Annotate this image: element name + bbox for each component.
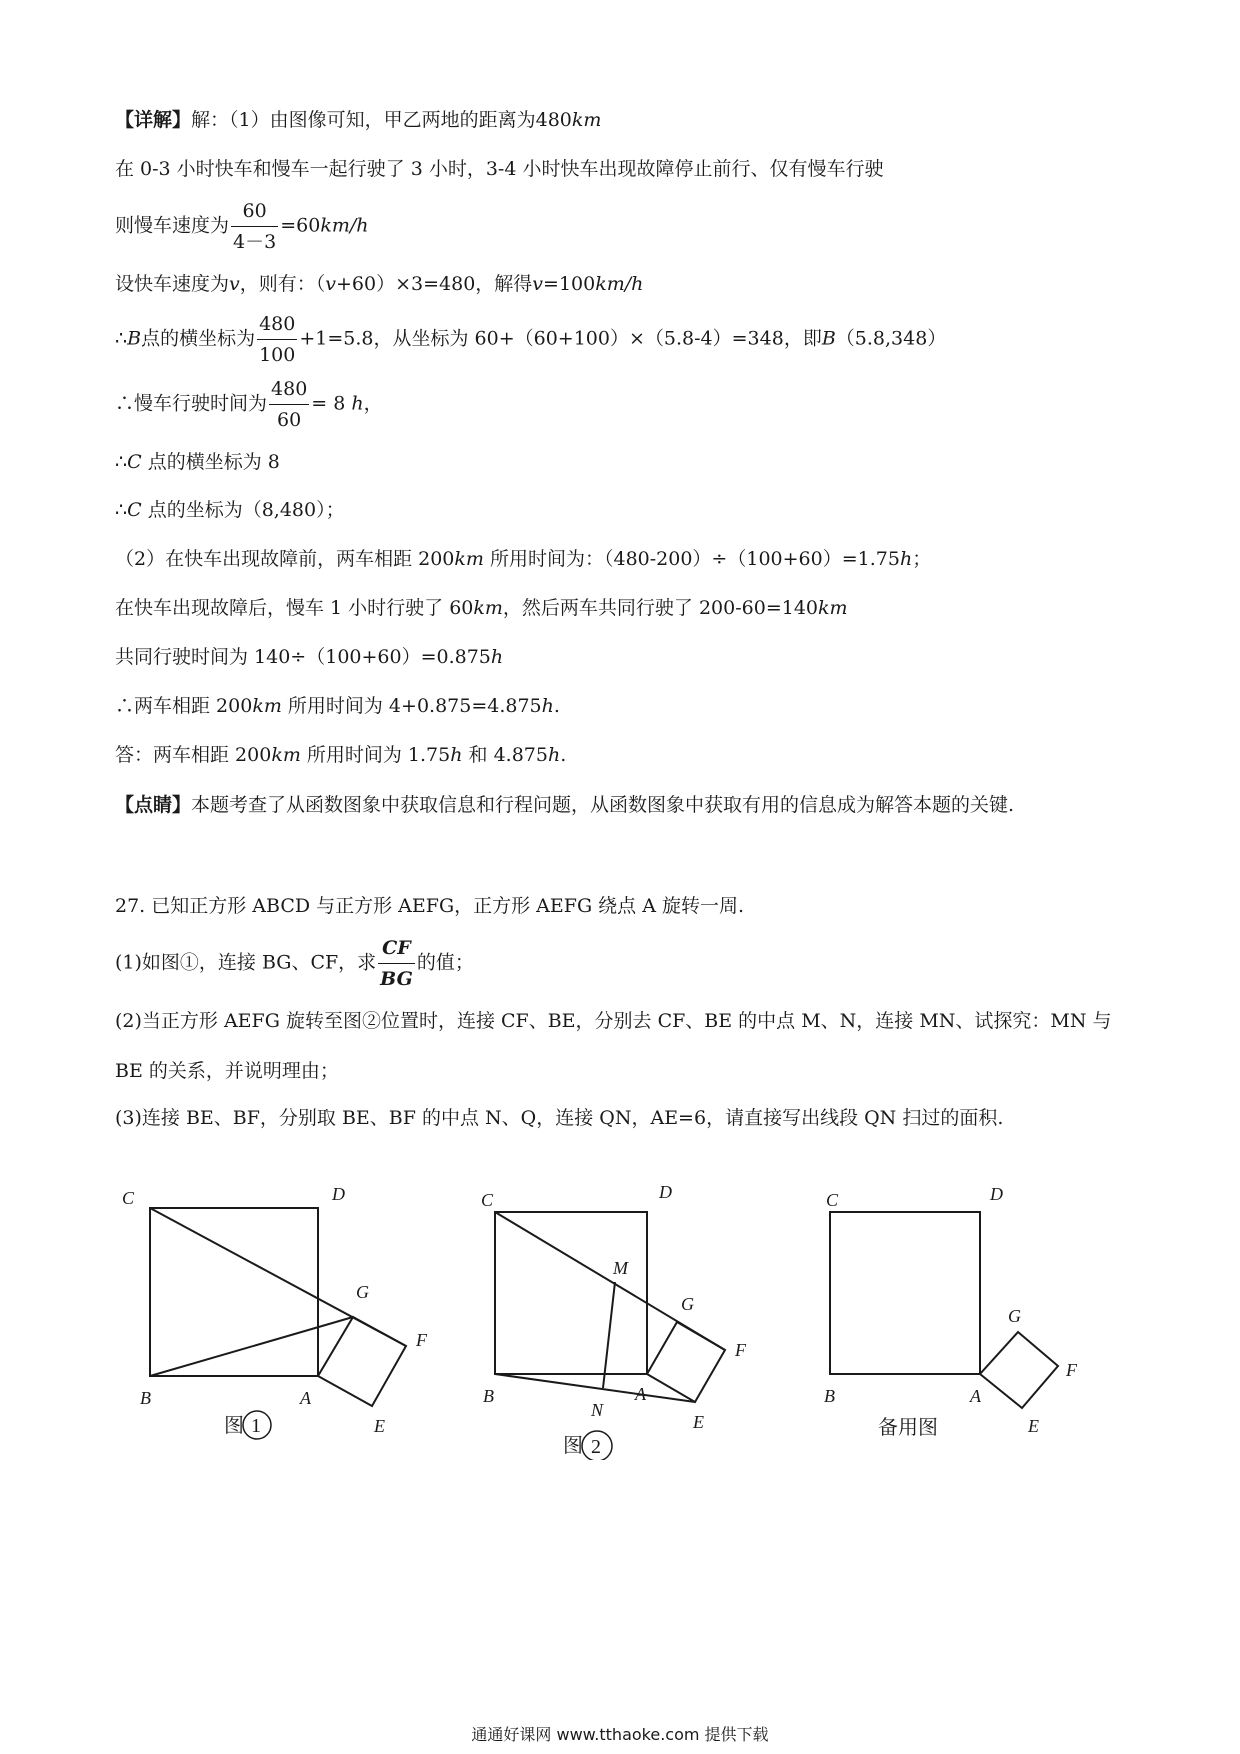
solution-line-9: （2）在快车出现故障前，两车相距 200km 所用时间为：（480-200）÷（100+60）=1.75h； (115, 548, 932, 570)
figure-spare (790, 1170, 1090, 1450)
label-d: D (659, 1182, 672, 1202)
label-a: A (300, 1388, 311, 1408)
solution-line-11: 共同行驶时间为 140÷（100+60）=0.875h (115, 646, 504, 668)
label-b: B (824, 1386, 835, 1406)
label-e: E (1028, 1416, 1039, 1436)
label-f: F (1066, 1360, 1077, 1380)
label-g: G (681, 1294, 694, 1314)
label-g: G (1008, 1306, 1021, 1326)
label-a: A (970, 1386, 981, 1406)
problem-27-q2: (2)当正方形 AEFG 旋转至图②位置时，连接 CF、BE，分别去 CF、BE 的中点 M、N，连接 MN、试探究：MN 与 BE 的关系，并说明理由； (115, 1010, 1112, 1082)
fraction-480-over-60: $\frac{480}{60}$ (269, 374, 309, 435)
label-f: F (735, 1340, 746, 1360)
figure-2 (445, 1170, 785, 1460)
figure-2-caption: 图 (563, 1435, 583, 1457)
fraction-60-over-4-3: $\frac{60}{4-3}$ (231, 196, 278, 257)
solution-line-1: 【详解】解：（1）由图像可知，甲乙两地的距离为480km (115, 109, 602, 131)
solution-answer: 答：两车相距 200km 所用时间为 1.75h 和 4.875h. (115, 744, 567, 766)
problem-27-q3: (3)连接 BE、BF，分别取 BE、BF 的中点 N、Q，连接 QN，AE=6，请直接写出线段 QN 扫过的面积. (115, 1107, 1004, 1129)
figure-2-number: 2 (591, 1436, 601, 1458)
label-c: C (481, 1190, 494, 1210)
comment-tag: 【点睛】 (115, 794, 192, 816)
square-abcd (830, 1212, 980, 1374)
label-m: M (613, 1258, 628, 1278)
square-aefg (980, 1332, 1058, 1408)
solution-line-8: ∴C 点的坐标为（8,480）； (115, 499, 345, 521)
label-b: B (483, 1386, 494, 1406)
label-c: C (122, 1188, 135, 1208)
figure-1-number: 1 (251, 1415, 261, 1437)
solution-line-2: 在 0-3 小时快车和慢车一起行驶了 3 小时，3-4 小时快车出现故障停止前行、仅有慢车行驶 (115, 158, 884, 180)
square-aefg (647, 1322, 725, 1402)
label-e: E (374, 1416, 385, 1436)
square-abcd (495, 1212, 647, 1374)
square-aefg (318, 1317, 406, 1406)
solution-line-10: 在快车出现故障后，慢车 1 小时行驶了 60km，然后两车共同行驶了 200-60=140km (115, 597, 848, 619)
label-e: E (693, 1412, 704, 1432)
problem-27-q1: (1)如图①，连接 BG、CF，求 $\frac{CF}{BG}$ 的值； (115, 933, 474, 994)
label-n: N (591, 1400, 604, 1420)
detail-tag: 【详解】 (115, 109, 192, 131)
label-a: A (635, 1384, 646, 1404)
solution-line-5: ∴B点的横坐标为 $\frac{480}{100}$ +1=5.8，从坐标为 60+（60+100）×（5.8-4）=348，即B（5.8,348） (115, 309, 946, 370)
solution-line-12: ∴两车相距 200km 所用时间为 4+0.875=4.875h. (115, 695, 560, 717)
problem-27-stem: 27. 已知正方形 ABCD 与正方形 AEFG，正方形 AEFG 绕点 A 旋转一周. (115, 895, 745, 917)
label-g: G (356, 1282, 369, 1302)
figure-1-caption: 图 (224, 1415, 244, 1437)
label-d: D (990, 1184, 1003, 1204)
label-f: F (416, 1330, 427, 1350)
segment-cf (150, 1208, 406, 1346)
segment-be (495, 1374, 695, 1402)
figure-spare-caption: 备用图 (878, 1417, 938, 1439)
figure-1 (110, 1170, 450, 1440)
label-d: D (332, 1184, 345, 1204)
segment-mn (603, 1282, 615, 1388)
solution-line-7: ∴C 点的横坐标为 8 (115, 451, 280, 473)
comment-paragraph: 【点睛】本题考查了从函数图象中获取信息和行程问题，从函数图象中获取有用的信息成为解答本题的关键. (115, 794, 1015, 816)
solution-line-6: ∴慢车行驶时间为 $\frac{480}{60}$ = 8 h， (115, 374, 383, 435)
label-b: B (140, 1388, 151, 1408)
label-c: C (826, 1190, 839, 1210)
solution-line-3: 则慢车速度为 $\frac{60}{4-3}$ =60km/h (115, 196, 368, 257)
solution-line-4: 设快车速度为v，则有：（v+60）×3=480，解得v=100km/h (115, 273, 644, 295)
fraction-480-over-100: $\frac{480}{100}$ (257, 309, 297, 370)
footer-watermark: 通通好课网 www.tthaoke.com 提供下载 (471, 1725, 769, 1744)
fraction-cf-over-bg: $\frac{CF}{BG}$ (378, 933, 415, 994)
